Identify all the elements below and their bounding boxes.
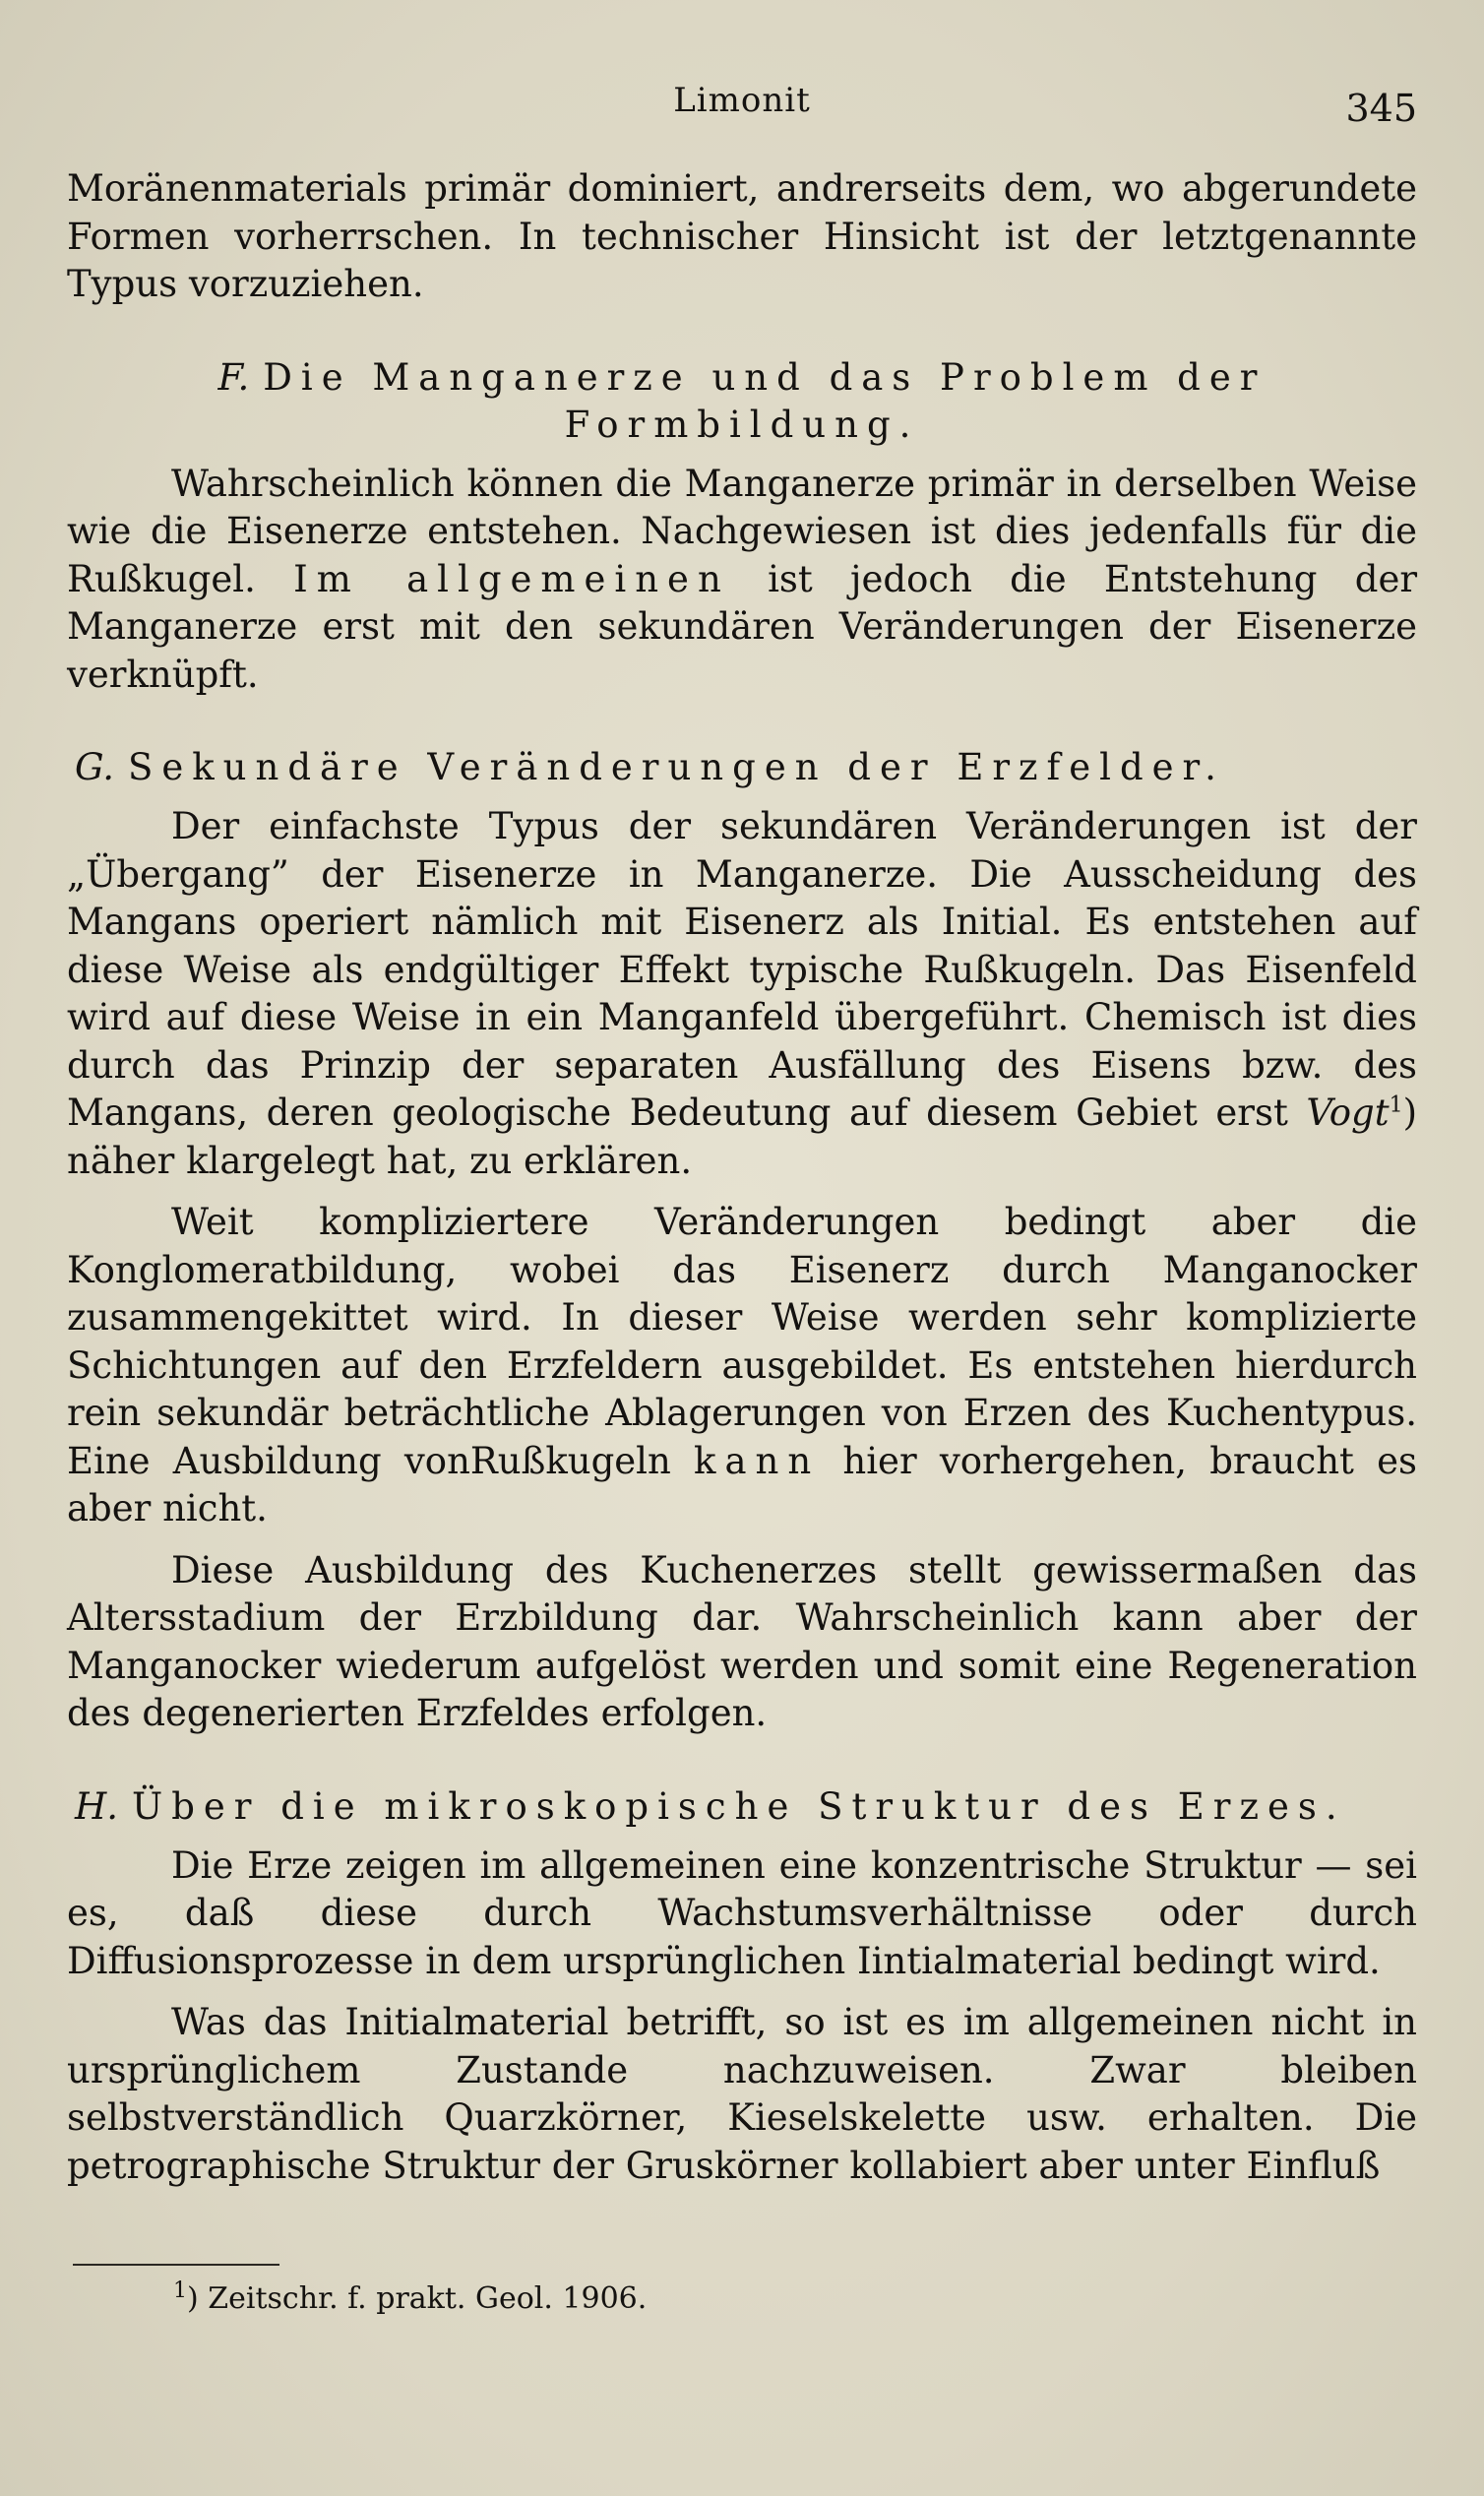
paragraph-f-1 xyxy=(67,461,1417,700)
section-title-h: Über die mikroskopische Struktur des Erzes. xyxy=(132,1784,1346,1828)
section-heading-g xyxy=(67,744,1417,791)
section-letter-g: G. xyxy=(75,746,114,788)
section-heading-h xyxy=(67,1783,1417,1831)
paragraph-intro: Moränenmaterials primär dominiert, andrerseits dem, wo abgerundete Formen vorherrschen. In technischer Hinsicht ist der letztgenannte Typus vorzuziehen. xyxy=(67,167,1417,305)
paragraph-h-2: Was das Initialmaterial betrifft, so ist es im allgemeinen nicht in ursprünglichem Zustande nachzuweisen. Zwar bleiben selbstverständlich Quarzkörner, Kieselskelette usw. erhalten. Die petrographische Struktur der Gruskörner kollabiert aber unter Einfluß xyxy=(67,2001,1417,2187)
paragraph-g-1-text-b: ) näher klargelegt hat, zu erklären. xyxy=(67,1092,1418,1182)
section-letter-f: F. xyxy=(217,355,250,399)
paragraph-g-1 xyxy=(67,803,1417,1185)
paragraph-f-1-text-b: ist jedoch die Entstehung der Manganerze erst mit den sekundären Veränderungen der Eisenerze verknüpft. xyxy=(67,557,1418,696)
footnote-divider xyxy=(73,2264,279,2266)
paragraph-g-2-text-b: hier vorhergehen, braucht es aber nicht. xyxy=(67,1439,1418,1529)
footnote-text: Zeitschr. f. prakt. Geol. 1906. xyxy=(208,2281,648,2316)
author-name: Vogt xyxy=(1306,1092,1390,1134)
section-heading-f xyxy=(67,354,1417,449)
footnote-reference: 1 xyxy=(1389,1092,1403,1118)
main-text xyxy=(67,165,1417,2190)
paragraph-g-2 xyxy=(67,1199,1417,1533)
paragraph-f-1-emphasis: Im allgemeinen xyxy=(293,557,730,600)
section-title-g: Sekundäre Veränderungen der Erzfelder. xyxy=(128,746,1225,788)
footnote: $^1$) Zeitschr. f. prakt. Geol. 1906. xyxy=(173,2278,648,2316)
paragraph-g-1-text-a: Der einfachste Typus der sekundären Veränderungen ist der „Übergang” der Eisenerze in Manganerze. Die Ausscheidung des Mangans operiert nämlich mit Eisenerz als Initial. Es entstehen auf diese Weise als endgültiger Effekt typische Rußkugeln. Das Eisenfeld wird auf diese Weise in ein Manganfeld übergeführt. Chemisch ist dies durch das Prinzip der separaten Ausfällung des Eisens bzw. des Mangans, deren geologische Bedeutung auf diesem Gebiet erst xyxy=(67,805,1417,1134)
paragraph-g-3: Diese Ausbildung des Kuchenerzes stellt gewissermaßen das Altersstadium der Erzbildung dar. Wahrscheinlich kann aber der Manganocker wiederum aufgelöst werden und somit eine Regeneration des degenerierten Erzfeldes erfolgen. xyxy=(67,1548,1417,1734)
footnote-mark: 1 xyxy=(173,2278,187,2303)
paragraph-f-1-text-a: Wahrscheinlich können die Manganerze primär in derselben Weise wie die Eisenerze entstehen. Nachgewiesen ist dies jedenfalls für die Rußkugel. xyxy=(67,462,1417,600)
paragraph-h-1: Die Erze zeigen im allgemeinen eine konzentrische Struktur — sei es, daß diese durch Wachstumsverhältnisse oder durch Diffusionsprozesse in dem ursprünglichen Iintialmaterial bedingt wird. xyxy=(67,1843,1417,1982)
paragraph-g-2-emphasis: kann xyxy=(694,1439,821,1482)
page-header xyxy=(67,81,1417,132)
page-number: 345 xyxy=(1345,87,1417,130)
section-letter-h: H. xyxy=(75,1784,119,1828)
running-head: Limonit xyxy=(673,81,811,120)
section-title-f: Die Manganerze und das Problem der Formbildung. xyxy=(263,355,1267,446)
paragraph-g-2-text-a: Weit kompliziertere Veränderungen bedingt aber die Konglomeratbildung, wobei das Eisenerz durch Manganocker zusammengekittet wird. In dieser Weise werden sehr komplizierte Schichtungen auf den Erzfeldern ausgebildet. Es entstehen hierdurch rein sekundär beträchtliche Ablagerungen von Erzen des Kuchentypus. Eine Ausbildung vonRußkugeln xyxy=(67,1201,1417,1482)
